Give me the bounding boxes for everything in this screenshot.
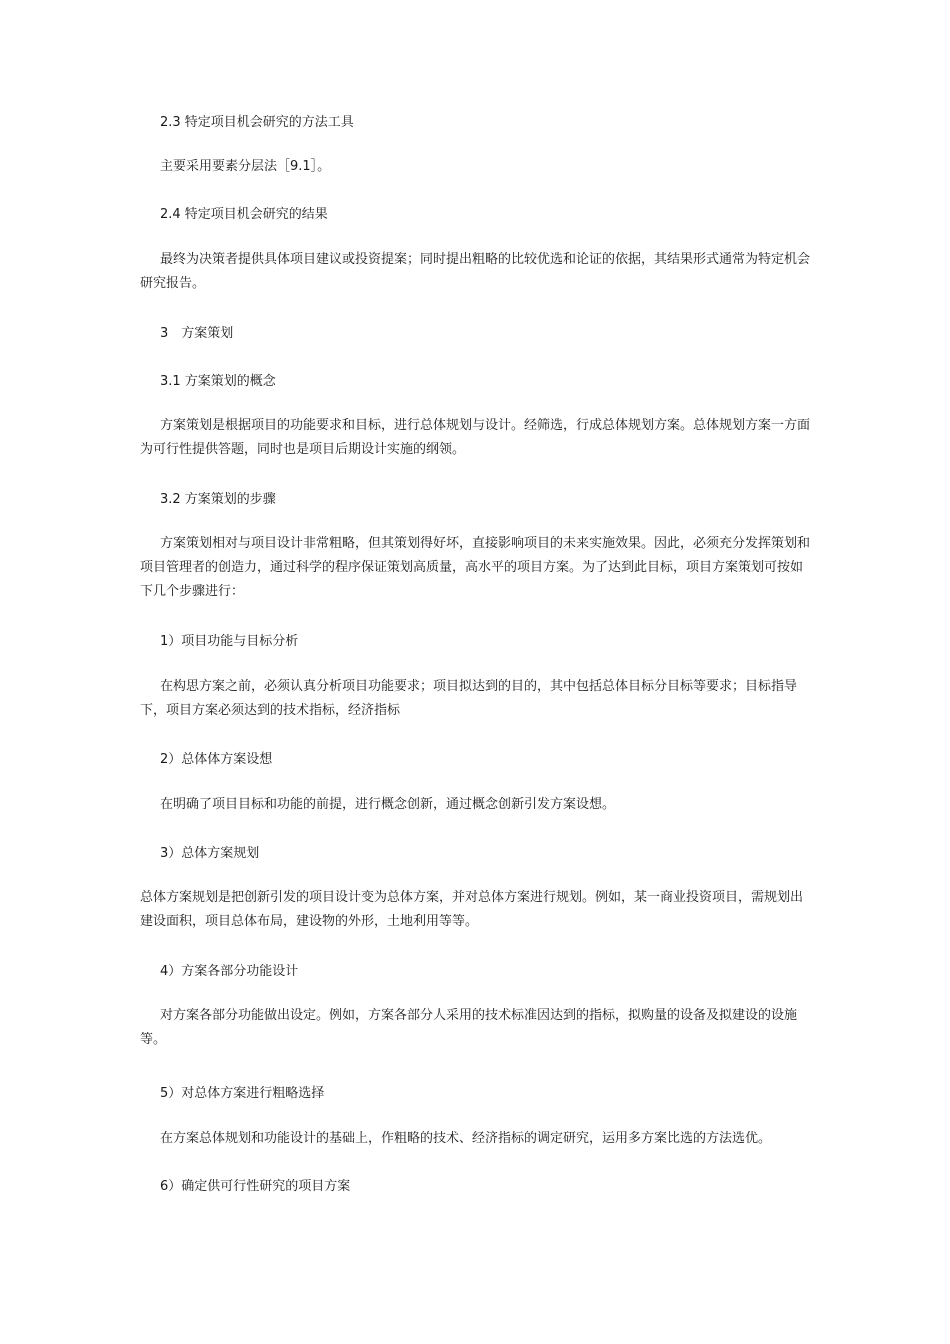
- heading-step-6: 6）确定供可行性研究的项目方案: [160, 1179, 351, 1194]
- heading-step-1: 1）项目功能与目标分析: [160, 634, 299, 649]
- paragraph-3-2: 方案策划相对与项目设计非常粗略，但其策划得好坏，直接影响项目的未来实施效果。因此，必须充分发挥策划和项目管理者的创造力，通过科学的程序保证策划高质量，高水平的项目方案。为了达到此目标，项目方案策划可按如下几个步骤进行：: [140, 536, 811, 599]
- document-page: [140, 0, 812, 1344]
- heading-2-3: 2.3 特定项目机会研究的方法工具: [160, 115, 354, 130]
- heading-3-1: 3.1 方案策划的概念: [160, 374, 276, 389]
- paragraph-2-4: 最终为决策者提供具体项目建议或投资提案；同时提出粗略的比较优选和论证的依据，其结果形式通常为特定机会研究报告。: [140, 252, 811, 291]
- heading-step-2: 2）总体体方案设想: [160, 752, 273, 767]
- paragraph-step-4: 对方案各部分功能做出设定。例如，方案各部分人采用的技术标准因达到的指标，拟购量的设备及拟建设的设施等。: [140, 1008, 798, 1047]
- paragraph-step-2: 在明确了项目目标和功能的前提，进行概念创新，通过概念创新引发方案设想。: [160, 797, 616, 812]
- paragraph-3-1: 方案策划是根据项目的功能要求和目标，进行总体规划与设计。经筛选，行成总体规划方案。总体规划方案一方面为可行性提供答题，同时也是项目后期设计实施的纲领。: [140, 418, 811, 457]
- paragraph-step-3: 总体方案规划是把创新引发的项目设计变为总体方案，并对总体方案进行规划。例如，某一商业投资项目，需规划出建设面积，项目总体布局，建设物的外形，土地利用等等。: [140, 890, 804, 929]
- heading-3-2: 3.2 方案策划的步骤: [160, 492, 276, 507]
- heading-step-5: 5）对总体方案进行粗略选择: [160, 1086, 325, 1101]
- heading-step-4: 4）方案各部分功能设计: [160, 964, 299, 979]
- paragraph-step-1: 在构思方案之前，必须认真分析项目功能要求；项目拟达到的目的，其中包括总体目标分目标等要求；目标指导下，项目方案必须达到的技术指标，经济指标: [140, 679, 798, 718]
- heading-2-4: 2.4 特定项目机会研究的结果: [160, 207, 328, 222]
- paragraph-2-3: 主要采用要素分层法［9.1］。: [160, 159, 331, 174]
- heading-3: 3 方案策划: [160, 326, 234, 341]
- paragraph-step-5: 在方案总体规划和功能设计的基础上，作粗略的技术、经济指标的调定研究，运用多方案比选的方法选优。: [160, 1131, 772, 1146]
- heading-step-3: 3）总体方案规划: [160, 846, 260, 861]
